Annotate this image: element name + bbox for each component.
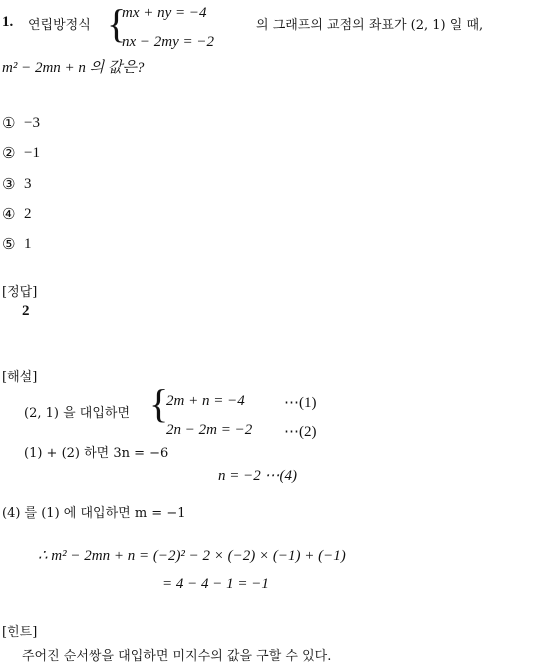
explanation-brace: { <box>149 381 169 426</box>
explanation-ref-1: ⋯(1) <box>284 395 317 411</box>
explanation-ref-2: ⋯(2) <box>284 424 317 440</box>
question-line2: m² − 2mn + n 의 값은? <box>2 60 145 76</box>
choice-marker-4: ④ <box>2 205 16 223</box>
hint-text: 주어진 순서쌍을 대입하면 미지수의 값을 구할 수 있다. <box>22 649 332 664</box>
answer-label: [정답] <box>2 285 38 300</box>
explanation-label: [해설] <box>2 370 38 385</box>
explanation-line1: (2, 1) 을 대입하면 <box>24 406 131 421</box>
system-eq-1: mx + ny = −4 <box>122 5 207 21</box>
explanation-line5b: = 4 − 4 − 1 = −1 <box>162 576 269 592</box>
explanation-line5a: ∴ m² − 2mn + n = (−2)² − 2 × (−2) × (−1) + (−1) <box>38 548 346 564</box>
choice-marker-2: ② <box>2 144 16 162</box>
choice-marker-1: ① <box>2 114 16 132</box>
question-number: 1. <box>2 14 14 30</box>
question-after: 의 그래프의 교점의 좌표가 (2, 1) 일 때, <box>256 18 484 33</box>
answer-value: 2 <box>22 303 30 319</box>
system-eq-2: nx − 2my = −2 <box>122 34 215 50</box>
system-brace: { <box>107 1 127 46</box>
choice-marker-5: ⑤ <box>2 235 16 253</box>
choice-text-1: −3 <box>24 115 40 131</box>
choice-text-5: 1 <box>24 236 32 252</box>
question-intro: 연립방정식 <box>28 18 91 33</box>
explanation-eq-1: 2m + n = −4 <box>166 393 245 409</box>
choice-text-3: 3 <box>24 176 32 192</box>
explanation-line4: (4) 를 (1) 에 대입하면 m = −1 <box>2 506 186 521</box>
hint-label: [힌트] <box>2 625 38 640</box>
explanation-line3: n = −2 ⋯(4) <box>218 468 297 484</box>
explanation-eq-2: 2n − 2m = −2 <box>166 422 253 438</box>
choice-marker-3: ③ <box>2 175 16 193</box>
explanation-line2: (1) + (2) 하면 3n = −6 <box>24 446 169 461</box>
choice-text-2: −1 <box>24 145 40 161</box>
choice-text-4: 2 <box>24 206 32 222</box>
